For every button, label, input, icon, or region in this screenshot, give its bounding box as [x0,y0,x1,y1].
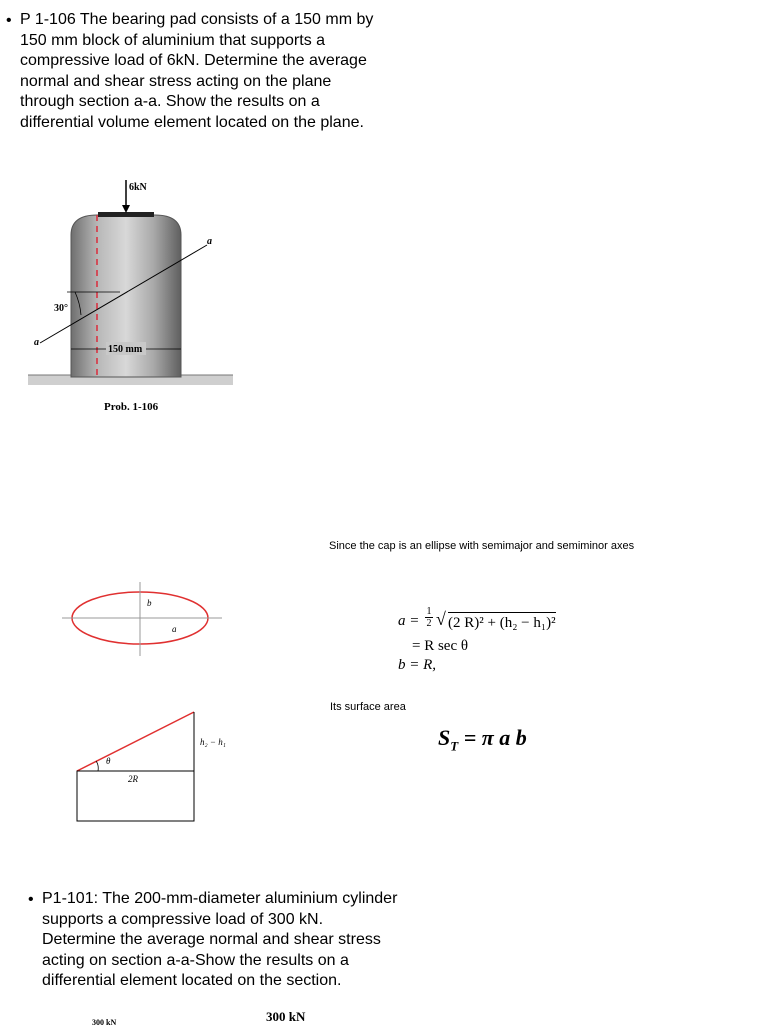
problem-1-text: P 1-106 The bearing pad consists of a 150 mm by 150 mm block of aluminium that supports a compressive load of 6kN. Determine the average normal and shear stress acting on the plane through section a-a. Show the results on a differential volume element located on the plane. [20,11,374,131]
problem-2-text: P1-101: The 200-mm-diameter aluminium cylinder supports a compressive load of 300 kN. Determine the average normal and shear stress acting on section a-a-Show the results on a differential element located on the section. [42,890,398,989]
figure-2-small-label: 300 kN [92,1018,117,1027]
figure-2-load-label: 300 kN [266,1009,306,1024]
sqrt-icon: √ [436,609,446,629]
bullet: • [28,891,34,908]
section-label-a-bottom: a [34,337,39,348]
triangle-theta: θ [106,756,111,766]
eq-frac-num: 1 [426,606,432,617]
section-label-a-top: a [207,236,212,247]
load-label: 6kN [129,182,147,193]
angle-label: 30° [54,303,68,314]
figure-caption: Prob. 1-106 [104,401,159,413]
surface-heading: Its surface area [330,701,406,713]
surface-area-equation [438,725,527,754]
load-arrow [122,205,130,213]
problem-2-item [28,889,398,992]
cylinder-cut-figure [70,705,200,825]
eq-a-rhs: (2 R)² + (h₂ − h₁)² [448,612,556,632]
cut-plane [77,712,194,771]
ellipse-label-a: a [172,624,177,634]
bearing-pad-figure [25,175,245,420]
eq-fraction [425,606,433,629]
eq-a-lhs: a = [398,613,420,629]
eq-line-3: b = R, [398,657,437,673]
dimension-label: 150 mm [108,344,143,355]
surface-eq-rhs: = π a b [458,725,527,750]
ellipse-label-b: b [147,598,152,608]
ellipse-heading: Since the cap is an ellipse with semimajor and semiminor axes [329,540,635,552]
eq-line-2: = R sec θ [412,638,469,654]
triangle-h: h₂ − h₁ [200,737,226,747]
triangle-2r: 2R [128,774,138,784]
bullet: • [6,12,12,29]
eq-frac-den: 2 [426,618,432,629]
semimajor-equation [398,606,618,632]
surface-eq-s: S [438,725,451,750]
ellipse-figure [60,580,225,660]
problem-1-item [6,10,386,133]
surface-eq-sub: T [450,738,459,754]
